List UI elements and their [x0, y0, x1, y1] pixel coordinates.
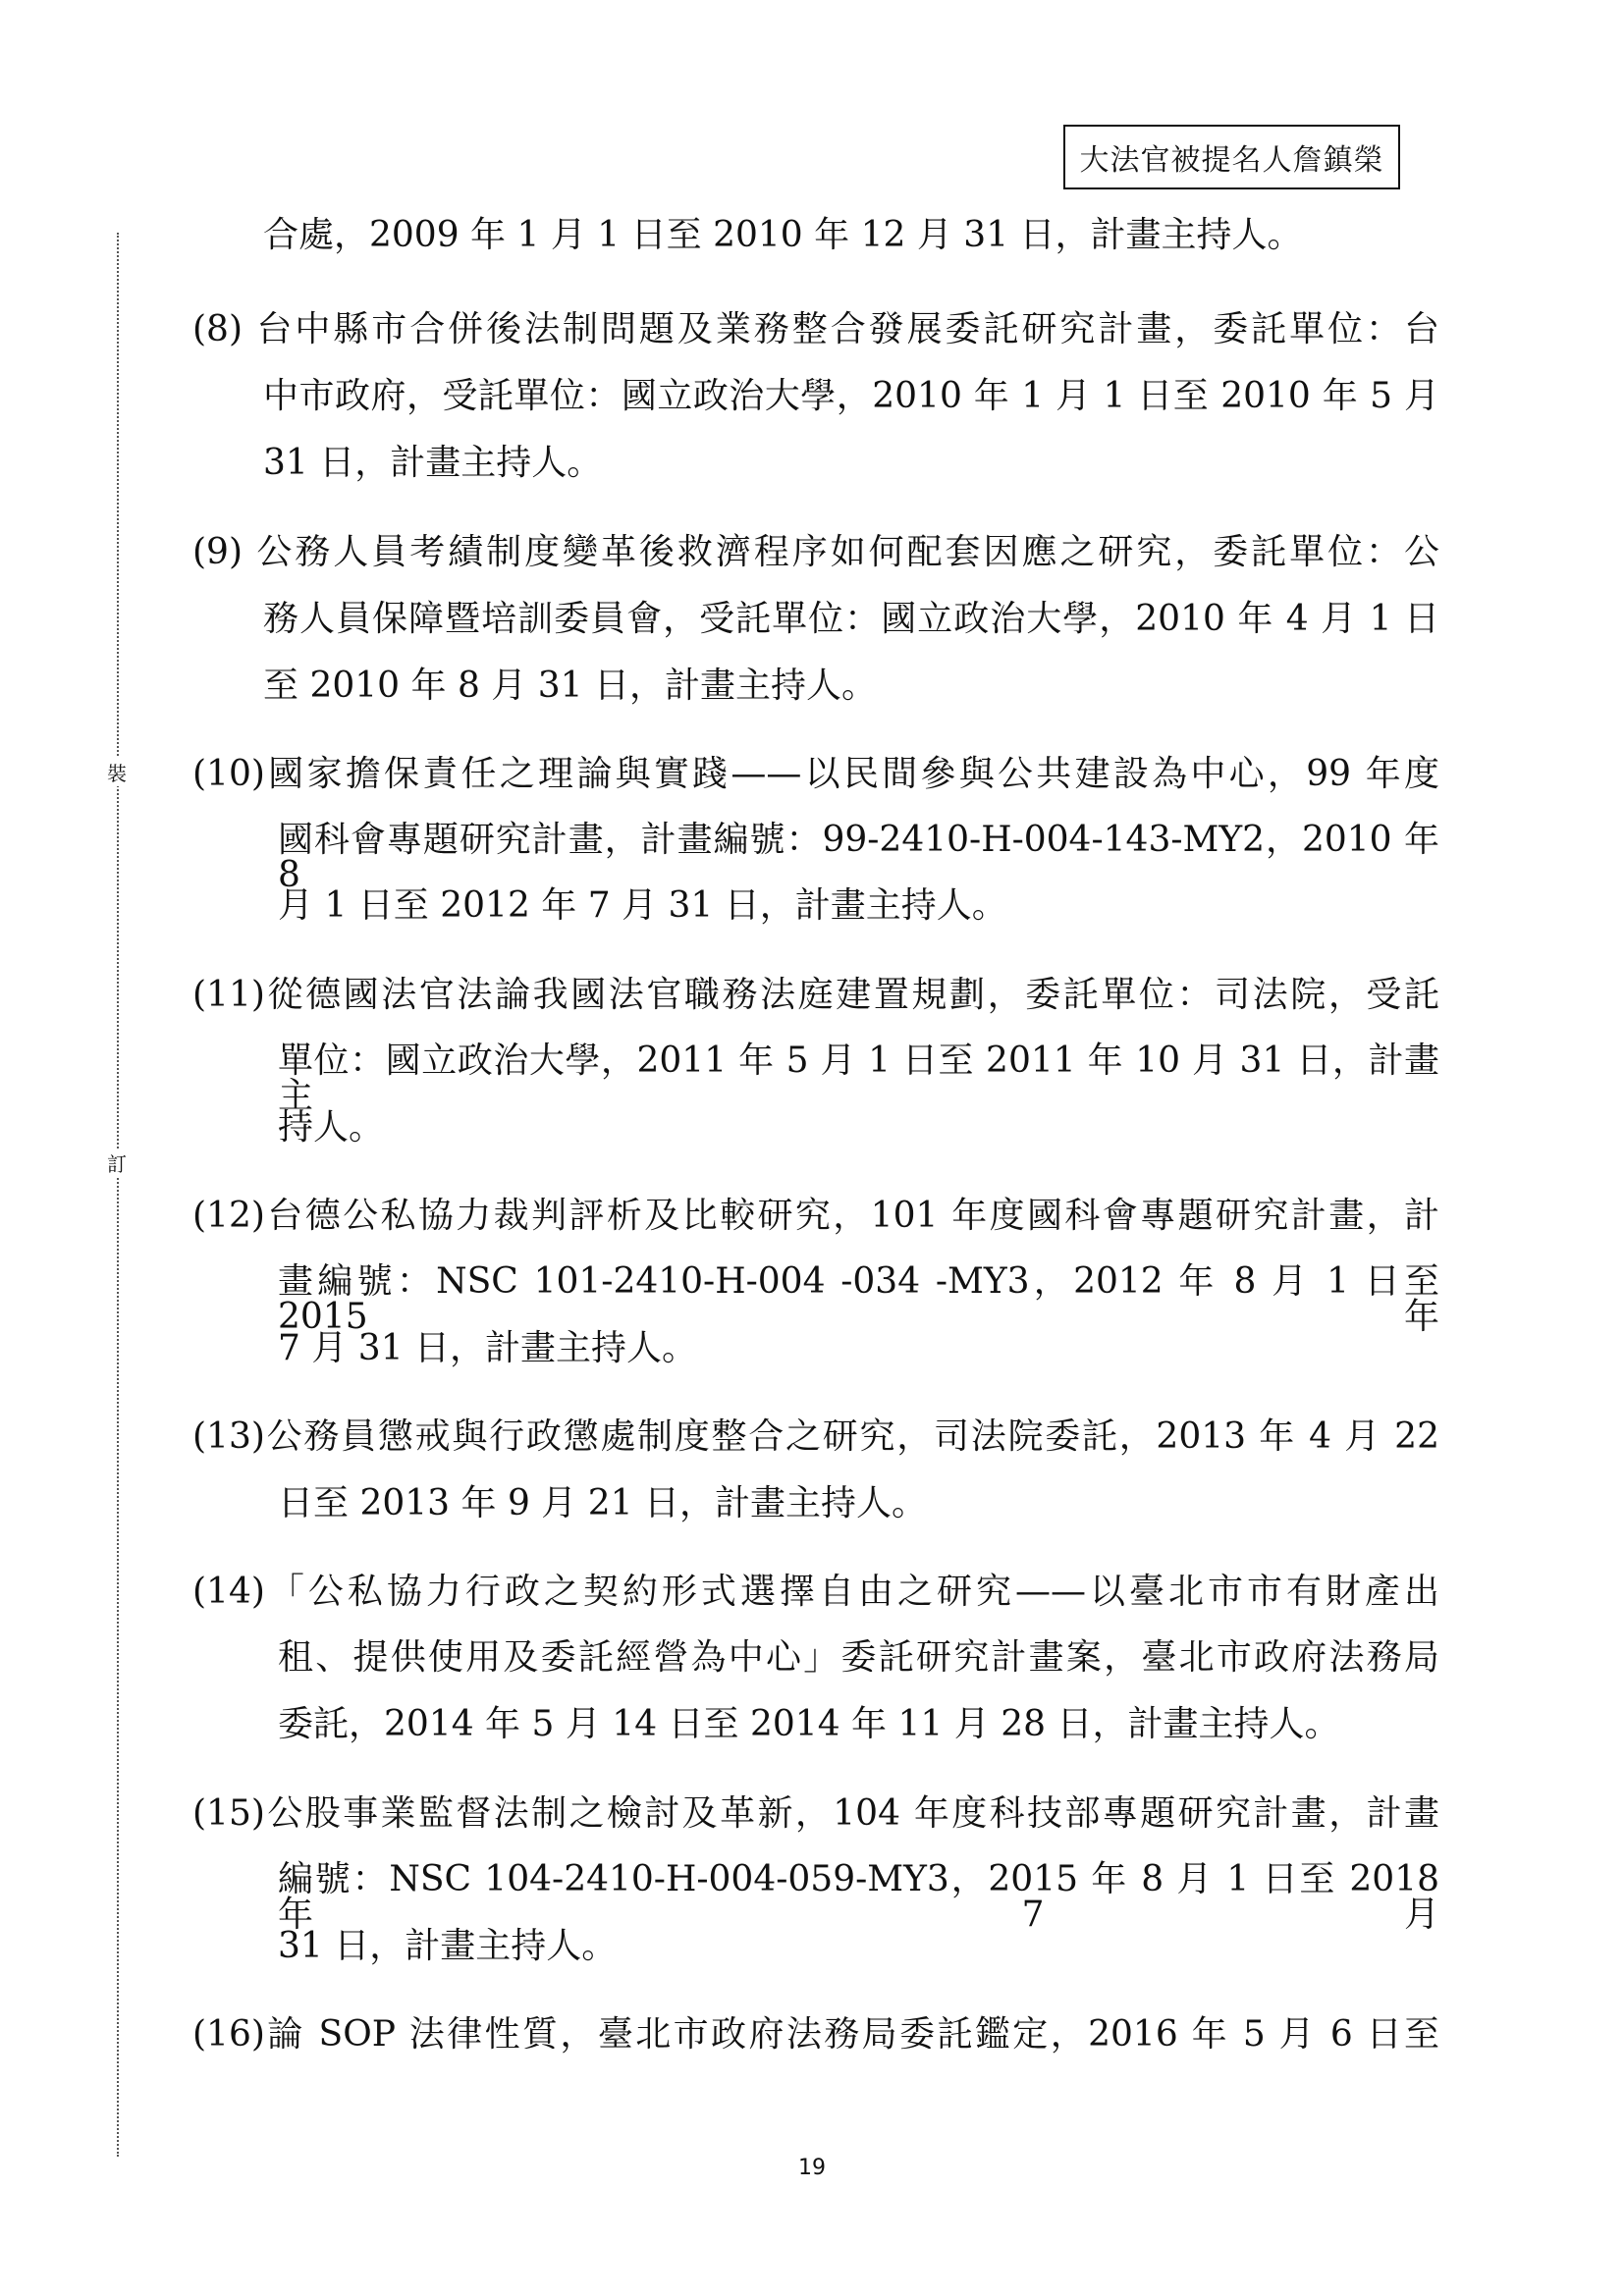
list-item-9-line: 務人員保障暨培訓委員會，受託單位：國立政治大學，2010 年 4 月 1 日 [263, 599, 1439, 639]
list-item-9-line: 至 2010 年 8 月 31 日，計畫主持人。 [263, 666, 877, 706]
list-item-8-line: (8) 台中縣市合併後法制問題及業務整合發展委託研究計畫，委託單位：台 [192, 309, 1439, 349]
list-item-13-line: 日至 2013 年 9 月 21 日，計畫主持人。 [278, 1483, 927, 1523]
list-item-11-line: 持人。 [278, 1107, 385, 1148]
list-item-15-line: (15)公股事業監督法制之檢討及革新，104 年度科技部專題研究計畫，計畫 [192, 1793, 1439, 1834]
list-item-16-line: (16)論 SOP 法律性質，臺北市政府法務局委託鑑定，2016 年 5 月 6 日至 [192, 2014, 1439, 2055]
binding-dotted-line [117, 233, 119, 2157]
list-item-15-line: 編號：NSC 104-2410-H-004-059-MY3，2015 年 8 月 1 日至 2018 年 7 月 [278, 1859, 1439, 1935]
list-item-12-line: 畫編號：NSC 101-2410-H-004 -034 -MY3，2012 年 8 月 1 日至 2015 年 [278, 1261, 1439, 1337]
list-item-8-line: 31 日，計畫主持人。 [263, 443, 603, 483]
binding-mark-lower: 訂 [102, 1148, 132, 1177]
text-line: 合處，2009 年 1 月 1 日至 2010 年 12 月 31 日，計畫主持人。 [263, 215, 1303, 255]
list-item-15-line: 31 日，計畫主持人。 [278, 1926, 618, 1966]
list-item-11-line: 單位：國立政治大學，2011 年 5 月 1 日至 2011 年 10 月 31 日，計畫主 [278, 1041, 1439, 1116]
nominee-header-box [1063, 125, 1400, 189]
list-item-12-line: (12)台德公私協力裁判評析及比較研究，101 年度國科會專題研究計畫，計 [192, 1196, 1439, 1236]
list-item-10-line: 月 1 日至 2012 年 7 月 31 日，計畫主持人。 [278, 885, 1007, 926]
list-item-12-line: 7 月 31 日，計畫主持人。 [278, 1328, 698, 1368]
list-item-10-line: 國科會專題研究計畫，計畫編號：99-2410-H-004-143-MY2，2010 年 8 [278, 820, 1439, 895]
list-item-10-line: (10)國家擔保責任之理論與實踐——以民間參與公共建設為中心，99 年度 [192, 754, 1439, 794]
list-item-13-line: (13)公務員懲戒與行政懲處制度整合之研究，司法院委託，2013 年 4 月 22 [192, 1416, 1439, 1457]
list-item-9-line: (9) 公務人員考績制度變革後救濟程序如何配套因應之研究，委託單位：公 [192, 532, 1439, 572]
list-item-11-line: (11)從德國法官法論我國法官職務法庭建置規劃，委託單位：司法院，受託 [192, 975, 1439, 1015]
list-item-14-line: 委託，2014 年 5 月 14 日至 2014 年 11 月 28 日，計畫主持人。 [278, 1704, 1340, 1744]
list-item-14-line: 租、提供使用及委託經營為中心」委託研究計畫案，臺北市政府法務局 [278, 1637, 1439, 1678]
binding-mark-upper: 裝 [102, 758, 132, 786]
page-number: 19 [798, 2156, 826, 2180]
list-item-8-line: 中市政府，受託單位：國立政治大學，2010 年 1 月 1 日至 2010 年 5 月 [263, 376, 1439, 416]
list-item-14-line: (14)「公私協力行政之契約形式選擇自由之研究——以臺北市市有財產出 [192, 1572, 1439, 1612]
header-title: 大法官被提名人詹鎮榮 [1079, 143, 1384, 178]
